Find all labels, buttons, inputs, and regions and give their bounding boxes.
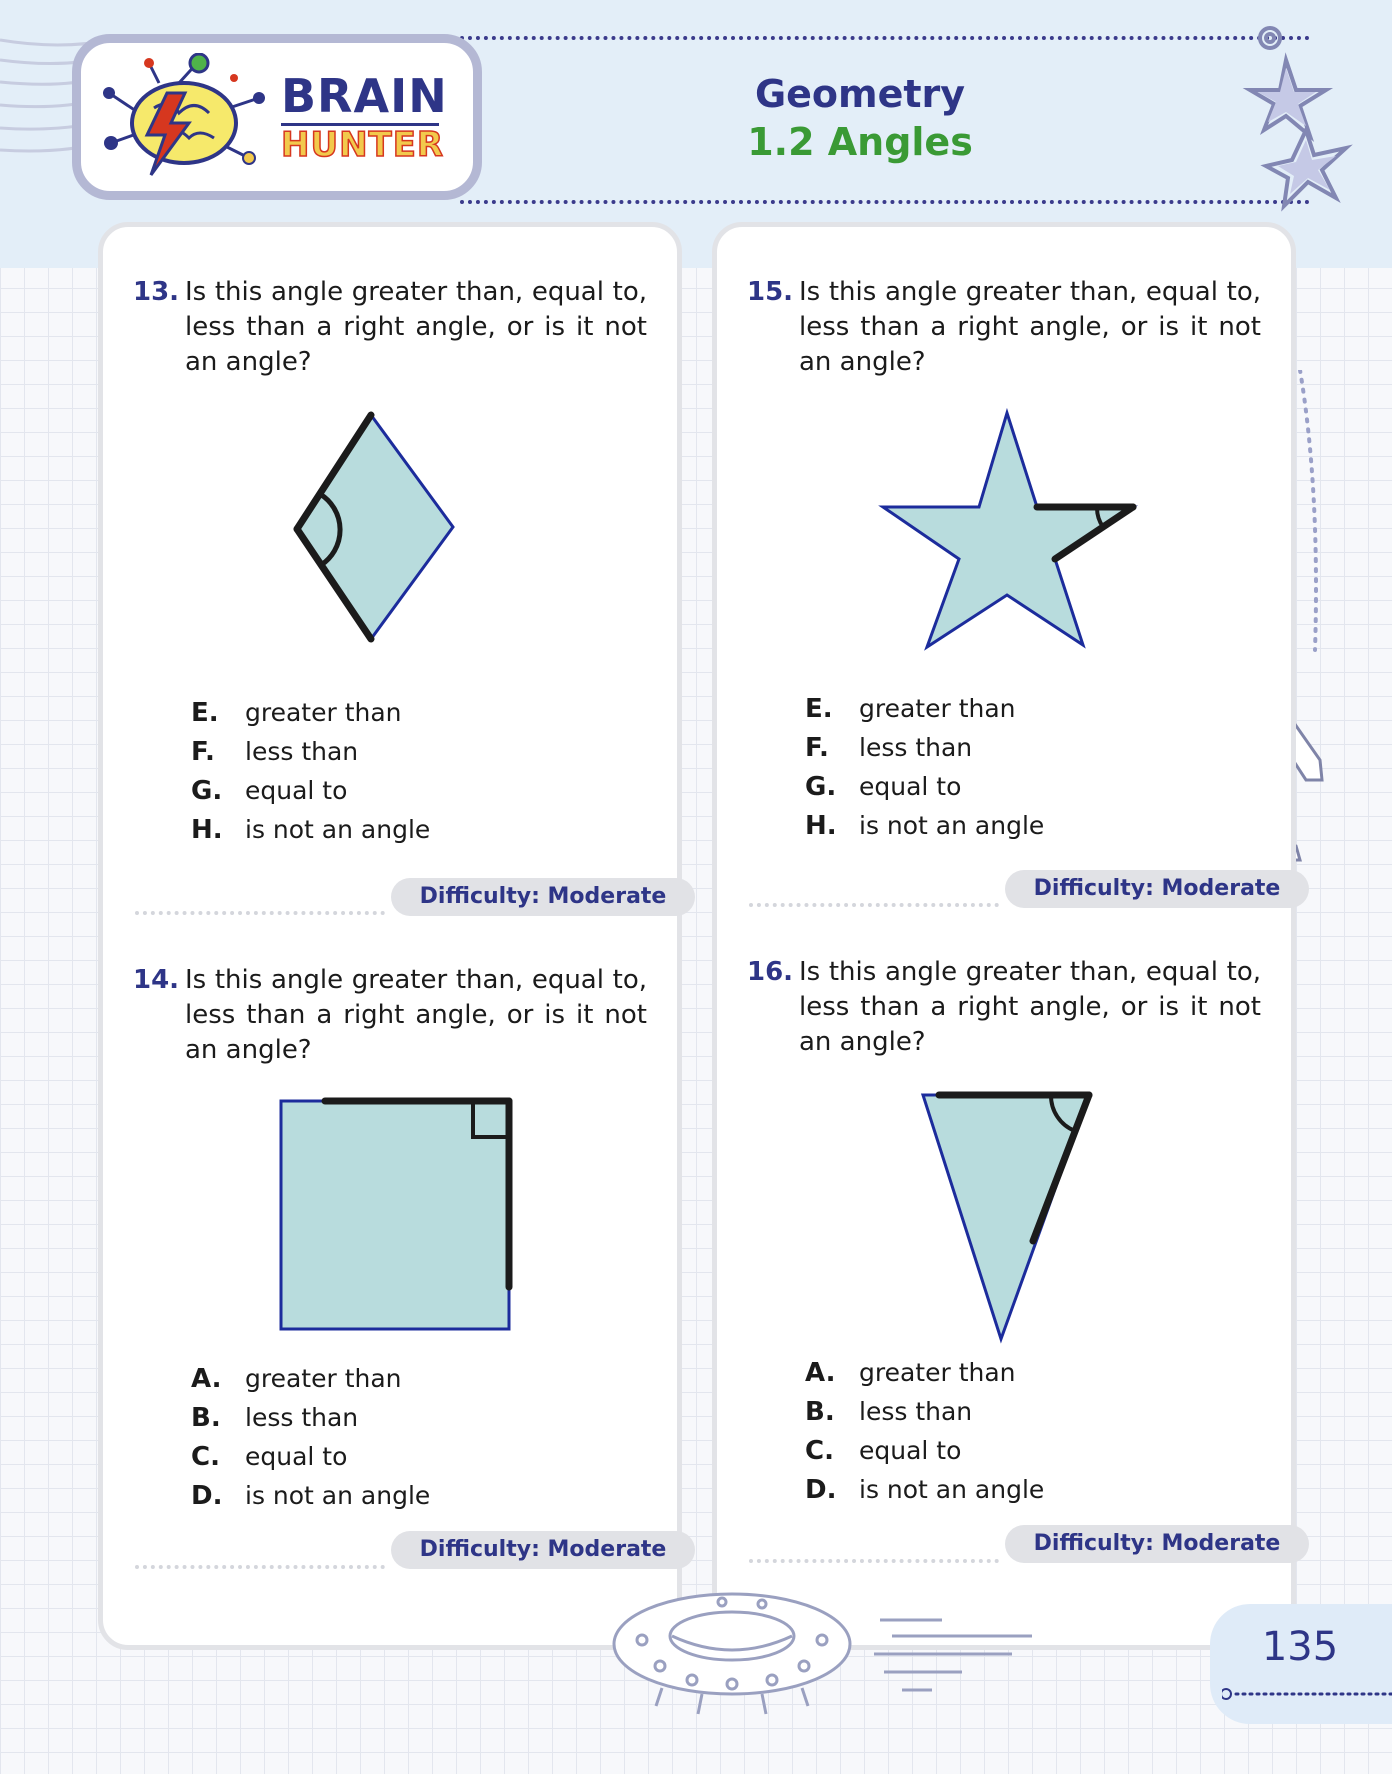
question-number: 13. xyxy=(133,277,180,307)
option-text: is not an angle xyxy=(859,1475,1045,1504)
question-text: Is this angle greater than, equal to, less than a right angle, or is it not an angle? xyxy=(185,277,647,377)
option-text: less than xyxy=(859,1397,973,1426)
option-letter: G. xyxy=(805,771,837,802)
answer-option[interactable] xyxy=(191,1398,591,1437)
option-letter: H. xyxy=(805,810,837,841)
option-letter: H. xyxy=(191,814,223,845)
answer-options xyxy=(191,693,591,849)
question-text: Is this angle greater than, equal to, less than a right angle, or is it not an angle? xyxy=(799,957,1261,1057)
page-subtitle: 1.2 Angles xyxy=(747,120,973,164)
option-text: less than xyxy=(245,1403,359,1432)
answer-option[interactable] xyxy=(805,689,1205,728)
answer-option[interactable] xyxy=(805,1353,1205,1392)
option-text: equal to xyxy=(859,772,962,801)
option-text: is not an angle xyxy=(245,815,431,844)
option-letter: B. xyxy=(805,1396,835,1427)
option-letter: D. xyxy=(191,1480,223,1511)
page-number-dots xyxy=(1222,1684,1392,1704)
option-letter: A. xyxy=(805,1357,836,1388)
option-text: equal to xyxy=(859,1436,962,1465)
star-angle-figure xyxy=(877,407,1147,657)
answer-options xyxy=(805,1353,1205,1509)
difficulty-badge: Difficulty: Moderate xyxy=(391,878,695,916)
option-text: is not an angle xyxy=(245,1481,431,1510)
option-letter: C. xyxy=(191,1441,220,1472)
brain-hunter-logo xyxy=(72,34,482,200)
option-letter: F. xyxy=(191,736,215,767)
divider xyxy=(135,1565,385,1569)
answer-options xyxy=(191,1359,591,1515)
option-text: greater than xyxy=(245,698,402,727)
page-number: 135 xyxy=(1261,1624,1339,1670)
divider xyxy=(749,903,999,907)
difficulty-badge: Difficulty: Moderate xyxy=(391,1531,695,1569)
answer-option[interactable] xyxy=(805,728,1205,767)
ufo-illustration xyxy=(612,1580,1072,1720)
question-number: 15. xyxy=(747,277,794,307)
triangle-angle-figure xyxy=(917,1087,1097,1347)
answer-option[interactable] xyxy=(191,1476,591,1515)
difficulty-badge: Difficulty: Moderate xyxy=(1005,1525,1309,1563)
option-text: equal to xyxy=(245,776,348,805)
option-text: is not an angle xyxy=(859,811,1045,840)
option-letter: G. xyxy=(191,775,223,806)
answer-option[interactable] xyxy=(805,806,1205,845)
question-card-left xyxy=(98,222,682,1650)
logo-hunter-text: HUNTER xyxy=(281,125,445,165)
option-text: greater than xyxy=(859,1358,1016,1387)
option-letter: C. xyxy=(805,1435,834,1466)
option-letter: F. xyxy=(805,732,829,763)
divider xyxy=(749,1559,999,1563)
answer-option[interactable] xyxy=(191,732,591,771)
answer-option[interactable] xyxy=(805,1431,1205,1470)
option-letter: E. xyxy=(805,693,833,724)
answer-option[interactable] xyxy=(191,810,591,849)
option-letter: A. xyxy=(191,1363,222,1394)
difficulty-badge: Difficulty: Moderate xyxy=(1005,870,1309,908)
question-card-right xyxy=(712,222,1296,1650)
answer-option[interactable] xyxy=(191,693,591,732)
option-letter: D. xyxy=(805,1474,837,1505)
square-angle-figure xyxy=(273,1087,523,1337)
question-text: Is this angle greater than, equal to, less than a right angle, or is it not an angle? xyxy=(185,965,647,1065)
answer-option[interactable] xyxy=(805,1470,1205,1509)
brain-logo-icon xyxy=(99,53,269,183)
option-text: greater than xyxy=(859,694,1016,723)
answer-option[interactable] xyxy=(191,771,591,810)
option-letter: E. xyxy=(191,697,219,728)
option-text: less than xyxy=(245,737,359,766)
option-letter: B. xyxy=(191,1402,221,1433)
question-text: Is this angle greater than, equal to, less than a right angle, or is it not an angle? xyxy=(799,277,1261,377)
option-text: equal to xyxy=(245,1442,348,1471)
answer-option[interactable] xyxy=(805,1392,1205,1431)
page-title: Geometry xyxy=(754,72,966,116)
logo-brain-text: BRAIN xyxy=(281,69,448,123)
answer-option[interactable] xyxy=(805,767,1205,806)
rhombus-angle-figure xyxy=(283,407,483,657)
question-number: 14. xyxy=(133,965,180,995)
divider xyxy=(135,911,385,915)
option-text: greater than xyxy=(245,1364,402,1393)
stars-decoration xyxy=(1236,20,1366,220)
question-number: 16. xyxy=(747,957,794,987)
answer-options xyxy=(805,689,1205,845)
answer-option[interactable] xyxy=(191,1359,591,1398)
answer-option[interactable] xyxy=(191,1437,591,1476)
option-text: less than xyxy=(859,733,973,762)
